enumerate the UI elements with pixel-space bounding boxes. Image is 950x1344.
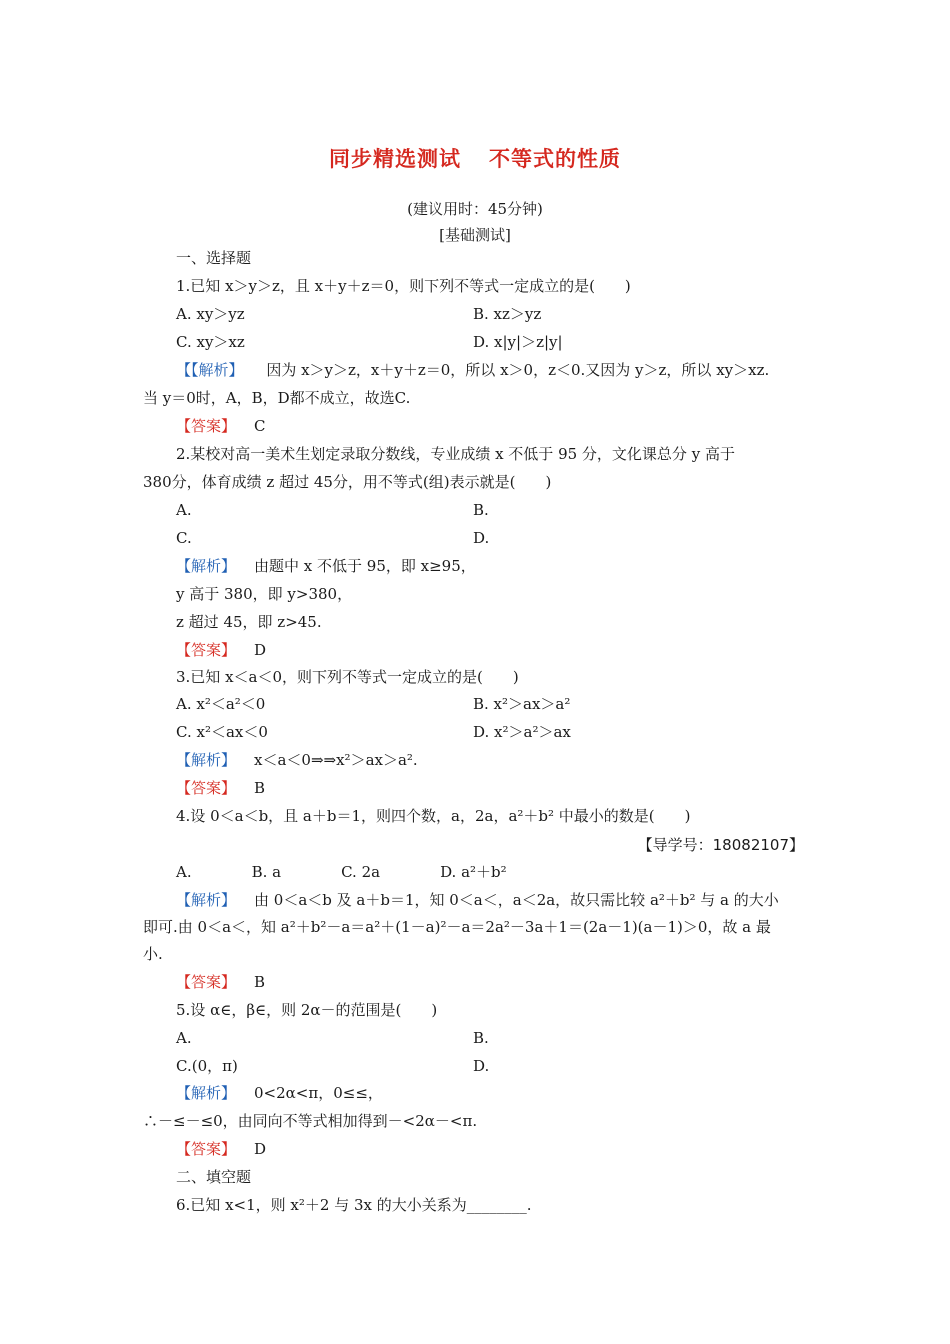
section-basic: [基础测试] — [439, 226, 511, 244]
question-3-option-a: A. x²＜a²＜0 — [176, 695, 266, 713]
answer-value: C — [254, 417, 266, 435]
analysis-label: 【解析】 — [176, 1084, 237, 1102]
question-3-option-d: D. x²＞a²＞ax — [473, 723, 571, 741]
question-3-analysis — [176, 750, 418, 770]
question-1-analysis: 【【解析】 因为 x＞y＞z，x＋y＋z＝0，所以 x＞0，z＜0.又因为 y＞z，所以 xy＞xz. — [176, 361, 770, 379]
answer-value: B — [254, 973, 266, 991]
question-4-stem: 4.设 0＜a＜b，且 a＋b＝1，则四个数，a，2a，a²＋b² 中最小的数是( ) — [176, 807, 691, 825]
page-title — [0, 143, 950, 173]
analysis-label: 【解析】 — [191, 361, 244, 379]
question-2-option-b: B. — [473, 501, 489, 519]
section-heading-fill: 二、填空题 — [176, 1168, 252, 1186]
analysis-label: 【解析】 — [176, 557, 237, 575]
analysis-text: 由题中 x 不低于 95，即 x≥95， — [254, 557, 476, 575]
question-2-analysis-line2: y 高于 380，即 y>380， — [176, 585, 353, 603]
question-5-answer — [176, 1139, 266, 1159]
answer-label: 【答案】 — [176, 641, 237, 659]
question-6-stem: 6.已知 x<1，则 x²＋2 与 3x 的大小关系为________. — [176, 1196, 532, 1214]
question-5-option-a: A. — [176, 1029, 192, 1047]
analysis-text: 0<2α<π，0≤≤， — [254, 1084, 383, 1102]
analysis-text: x＜a＜0⇒⇒x²＞ax＞a². — [254, 751, 418, 769]
title-part2: 不等式的性质 — [489, 147, 621, 171]
analysis-text: 因为 x＞y＞z，x＋y＋z＝0，所以 x＞0，z＜0.又因为 y＞z，所以 xy＞xz. — [266, 361, 770, 379]
analysis-text: 由 0＜a＜b 及 a＋b＝1，知 0＜a＜，a＜2a，故只需比较 a²＋b² 与 a 的大小 — [254, 891, 779, 909]
question-3-option-c: C. x²＜ax＜0 — [176, 723, 268, 741]
question-5-option-d: D. — [473, 1057, 490, 1075]
answer-label: 【答案】 — [176, 417, 237, 435]
question-5-stem: 5.设 α∈，β∈，则 2α－的范围是( ) — [176, 1001, 438, 1019]
answer-label: 【答案】 — [176, 973, 237, 991]
question-4-analysis-line2: 即可.由 0＜a＜，知 a²＋b²－a＝a²＋(1－a)²－a＝2a²－3a＋1＝(2a－1)(a－1)＞0，故 a 最 — [143, 918, 771, 936]
question-2-analysis — [176, 556, 476, 576]
duration-note: (建议用时：45分钟) — [407, 200, 543, 218]
answer-value: D — [254, 641, 267, 659]
question-1-option-d: D. x|y|＞z|y| — [473, 333, 563, 351]
analysis-label: 【解析】 — [176, 891, 237, 909]
question-1-answer — [176, 416, 266, 436]
question-4-analysis-line3: 小. — [143, 945, 163, 963]
question-4-analysis — [176, 890, 779, 910]
analysis-label: 【解析】 — [176, 751, 237, 769]
question-5-analysis — [176, 1083, 383, 1103]
study-code: 【导学号：18082107】 — [637, 836, 804, 854]
section-heading-choice: 一、选择题 — [176, 249, 252, 267]
question-1-option-c: C. xy＞xz — [176, 333, 245, 351]
question-2-stem-cont: 380分，体育成绩 z 超过 45分，用不等式(组)表示就是( ) — [143, 473, 552, 491]
question-3-stem: 3.已知 x＜a＜0，则下列不等式一定成立的是( ) — [176, 668, 519, 686]
question-1-option-b: B. xz＞yz — [473, 305, 542, 323]
question-5-analysis-line2: ∴－≤－≤0，由同向不等式相加得到－<2α－<π. — [143, 1112, 478, 1130]
question-1-analysis-cont: 当 y＝0时，A，B，D都不成立，故选C. — [143, 389, 411, 407]
question-3-option-b: B. x²＞ax＞a² — [473, 695, 571, 713]
question-5-option-b: B. — [473, 1029, 489, 1047]
question-4-options: A. B. a C. 2a D. a²＋b² — [176, 863, 507, 881]
question-1-stem: 1.已知 x＞y＞z，且 x＋y＋z＝0，则下列不等式一定成立的是( ) — [176, 277, 631, 295]
question-5-option-c: C.(0，π) — [176, 1057, 238, 1075]
answer-value: D — [254, 1140, 267, 1158]
answer-value: B — [254, 779, 266, 797]
answer-label: 【答案】 — [176, 779, 237, 797]
question-2-analysis-line3: z 超过 45，即 z>45. — [176, 613, 322, 631]
question-2-answer — [176, 640, 266, 660]
answer-label: 【答案】 — [176, 1140, 237, 1158]
question-2-option-c: C. — [176, 529, 192, 547]
question-4-answer — [176, 972, 265, 992]
question-3-answer — [176, 778, 265, 798]
question-1-option-a: A. xy＞yz — [176, 305, 245, 323]
question-2-stem: 2.某校对高一美术生划定录取分数线，专业成绩 x 不低于 95 分，文化课总分 y 高于 — [176, 445, 735, 463]
question-2-option-a: A. — [176, 501, 192, 519]
question-2-option-d: D. — [473, 529, 490, 547]
title-part1: 同步精选测试 — [329, 147, 461, 171]
